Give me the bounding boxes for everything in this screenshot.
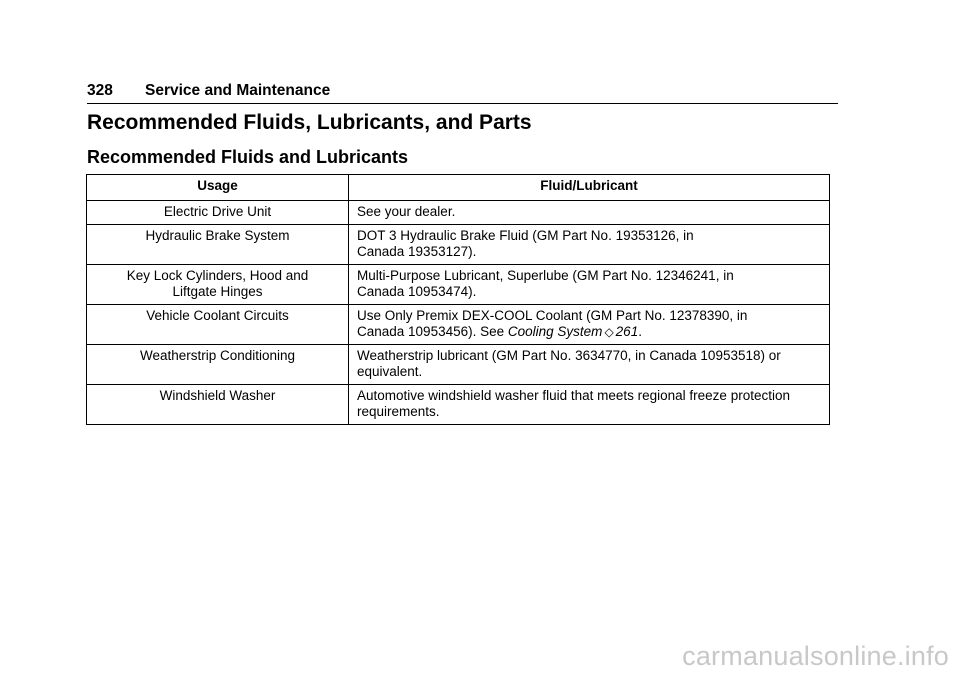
fluid-line: Automotive windshield washer fluid that meets regional freeze protection — [357, 388, 790, 403]
usage-cell: Hydraulic Brake System — [87, 225, 349, 265]
usage-line: Liftgate Hinges — [172, 284, 263, 299]
table-row — [87, 345, 830, 385]
fluid-cell — [349, 345, 830, 385]
table-heading: Recommended Fluids and Lubricants — [87, 147, 409, 167]
table-row — [87, 265, 830, 305]
fluid-line: Canada 10953456). See — [357, 324, 505, 339]
usage-cell: Weatherstrip Conditioning — [87, 345, 349, 385]
fluids-table — [86, 174, 830, 425]
column-header-fluid: Fluid/Lubricant — [349, 175, 830, 201]
xref-text: Cooling System — [507, 324, 603, 339]
usage-cell: Vehicle Coolant Circuits — [87, 305, 349, 345]
section-title: Service and Maintenance — [145, 82, 331, 99]
cross-reference-link[interactable] — [508, 324, 638, 339]
page-reference-icon: ◇ — [604, 325, 614, 339]
fluid-cell — [349, 265, 830, 305]
table-row — [87, 305, 830, 345]
page-title: Recommended Fluids, Lubricants, and Parts — [87, 111, 532, 134]
usage-cell — [87, 265, 349, 305]
fluid-line: DOT 3 Hydraulic Brake Fluid (GM Part No. 19353126, in — [357, 228, 694, 243]
fluid-line: requirements. — [357, 404, 440, 419]
table-row — [87, 385, 830, 425]
table-row — [87, 225, 830, 265]
page-header — [87, 82, 838, 104]
fluid-cell — [349, 385, 830, 425]
xref-page: 261 — [615, 324, 639, 339]
column-header-usage: Usage — [87, 175, 349, 201]
fluid-line: equivalent. — [357, 364, 423, 379]
fluid-line: Use Only Premix DEX-COOL Coolant (GM Part No. 12378390, in — [357, 308, 748, 323]
table-header-row — [87, 175, 830, 201]
fluid-line: Canada 19353127). — [357, 244, 477, 259]
usage-line: Key Lock Cylinders, Hood and — [126, 268, 309, 283]
page-number: 328 — [87, 82, 113, 99]
fluid-cell — [349, 225, 830, 265]
xref-end: . — [638, 324, 642, 339]
fluid-line: Canada 10953474). — [357, 284, 477, 299]
table-row — [87, 201, 830, 225]
fluid-line: Weatherstrip lubricant (GM Part No. 3634770, in Canada 10953518) or — [357, 348, 781, 363]
usage-cell: Windshield Washer — [87, 385, 349, 425]
fluid-line: Multi-Purpose Lubricant, Superlube (GM Part No. 12346241, in — [357, 268, 734, 283]
usage-cell: Electric Drive Unit — [87, 201, 349, 225]
fluid-cell: See your dealer. — [349, 201, 830, 225]
watermark: carmanualsonline.info — [682, 641, 949, 671]
fluid-cell — [349, 305, 830, 345]
